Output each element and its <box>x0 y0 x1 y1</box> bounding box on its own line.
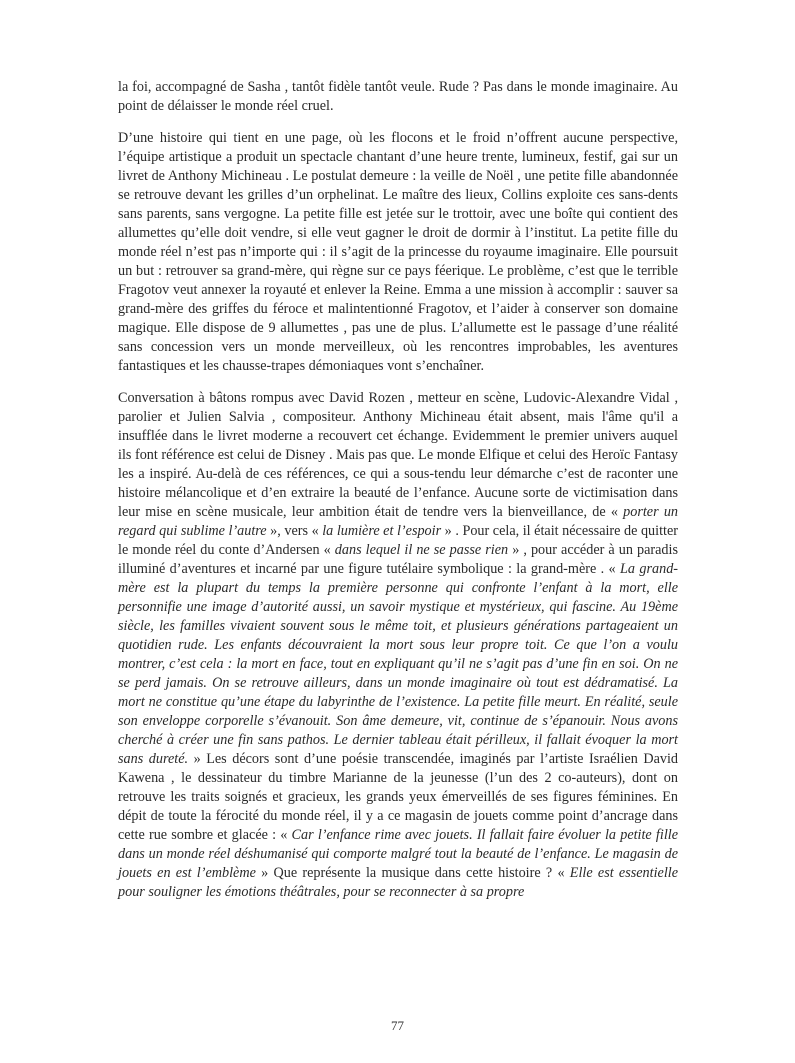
paragraph-1 <box>118 78 678 116</box>
text-run: » Les décors sont d’une poésie transcendée, imaginés par l’artiste Israélien David Kawena , le dessinateur du timbre Marianne de la jeunesse (l’un des 2 co-auteurs), dont on retrouve les traits soignés et gracieux, les grands yeux émerveillés de ses figures féminines. En dépit de toute la férocité du monde réel, il y a ce magasin de jouets comme point d’ancrage dans cette rue sombre et glacée : « <box>118 751 678 843</box>
paragraph-2 <box>118 129 678 376</box>
italic-quote: La grand-mère est la plupart du temps la première personne qui confronte l’enfant à la mort, elle personnifie une image d’autorité aussi, un savoir mystique et mystérieux, qui fascine. Au 19ème siècle, les familles vivaient souvent sous le même toit, et plusieurs générations partageaient un quotidien rude. Les enfants découvraient la mort sous leur propre toit. Ce que l’on a voulu montrer, c’est cela : la mort en face, tout en expliquant qu’il ne s’agit pas d’une fin en soi. On ne se perd jamais. On se retrouve ailleurs, dans un monde imaginaire où tout est dédramatisé. La mort ne constitue qu’une étape du labyrinthe de l’existence. La petite fille meurt. En réalité, seule son enveloppe corporelle s’évanouit. Son âme demeure, vit, continue de s’épanouir. Nous avons cherché à créer une fin sans pathos. Le dernier tableau était périlleux, il fallait évoquer la mort sans dureté. <box>118 561 679 767</box>
text-run: » Que représente la musique dans cette histoire ? « <box>255 865 570 881</box>
italic-quote: Car l’enfance rime avec jouets. Il fallait faire évoluer la petite fille dans un monde réel déshumanisé qui comporte malgré tout la beauté de l’enfance. Le magasin de jouets en est l’emblème <box>118 827 678 881</box>
text-run: Conversation à bâtons rompus avec David Rozen , metteur en scène, Ludovic-Alexandre Vidal , parolier et Julien Salvia , compositeur. Anthony Michineau était absent, mais l'âme qu'il a insufflée dans le livret moderne a recouvert cet échange. Evidemment le premier univers auquel ils font référence est celui de Disney . Mais pas que. Le monde Elfique et celui des Heroïc Fantasy les a inspiré. Au-delà de ces références, ce qui a sous-tendu leur démarche c’est de raconter une histoire mélancolique et d’en extraire la beauté de l’enfance. Aucune sorte de victimisation dans leur mise en scène musicale, leur ambition était de tendre vers la bienveillance, de « <box>118 390 678 520</box>
text-run: la foi, accompagné de Sasha , tantôt fidèle tantôt veule. Rude ? Pas dans le monde imaginaire. Au point de délaisser le monde réel cruel. <box>118 79 678 114</box>
text-run: » . Pour cela, il était nécessaire de quitter le monde réel du conte d’Andersen « <box>118 523 678 558</box>
text-run: D’une histoire qui tient en une page, où les flocons et le froid n’offrent aucune perspective, l’équipe artistique a produit un spectacle chantant d’une heure trente, lumineux, festif, gai sur un livret de Anthony Michineau . Le postulat demeure : la veille de Noël , une petite fille abandonnée se retrouve devant les grilles d’un orphelinat. Le maître des lieux, Collins exploite ces sans-dents sans parents, sans vergogne. La petite fille est jetée sur le trottoir, avec une boîte qui contient des allumettes qu’elle doit vendre, si elle veut gagner le droit de dormir à l’institut. La petite fille du monde réel n’est pas n’importe qui : il s’agit de la princesse du royaume imaginaire. Elle poursuit un but : retrouver sa grand-mère, qui règne sur ce pays féerique. Le problème, c’est que le terrible Fragotov veut annexer la royauté et enlever la Reine. Emma a une mission à accomplir : sauver sa grand-mère des griffes du féroce et malintentionné Fragotov, et l’aider à conserver son domaine magique. Elle dispose de 9 allumettes , pas une de plus. L’allumette est le passage d’une réalité sans concession vers un monde merveilleux, où les rencontres improbables, les aventures fantastiques et les chausse-trapes démoniaques vont s’enchaîner. <box>118 130 678 374</box>
italic-quote: porter un regard qui sublime l’autre <box>118 504 679 539</box>
document-page <box>118 78 678 915</box>
italic-quote: dans lequel il ne se passe rien <box>334 542 509 558</box>
text-run: » , pour accéder à un paradis illuminé d’aventures et incarné par une figure tutélaire symbolique : la grand-mère . « <box>118 542 678 577</box>
page-number: 77 <box>391 1018 404 1033</box>
paragraph-3 <box>118 389 678 902</box>
text-run: », vers « <box>266 523 323 539</box>
italic-quote: la lumière et l’espoir <box>322 523 442 539</box>
italic-quote: Elle est essentielle pour souligner les émotions théâtrales, pour se reconnecter à sa propre <box>118 865 679 900</box>
